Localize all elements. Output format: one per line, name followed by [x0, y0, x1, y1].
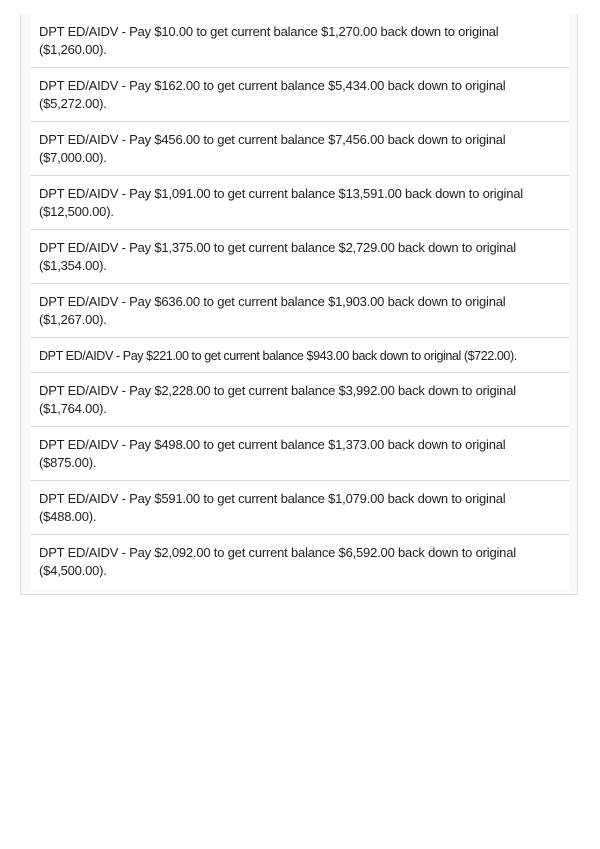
list-item-text: DPT ED/AIDV - Pay $221.00 to get current balance $943.00 back down to original ($722.00).: [39, 349, 517, 363]
list-item-text: DPT ED/AIDV - Pay $591.00 to get current balance $1,079.00 back down to original ($488.00).: [39, 491, 506, 524]
list-item: [31, 122, 569, 176]
list-item-text: DPT ED/AIDV - Pay $498.00 to get current balance $1,373.00 back down to original ($875.00).: [39, 437, 506, 470]
list-item-text: DPT ED/AIDV - Pay $2,228.00 to get current balance $3,992.00 back down to original ($1,764.00).: [39, 383, 516, 416]
list-item-text: DPT ED/AIDV - Pay $456.00 to get current balance $7,456.00 back down to original ($7,000.00).: [39, 132, 506, 165]
list-item: [31, 338, 569, 373]
list-item: [31, 535, 569, 589]
list-item-text: DPT ED/AIDV - Pay $636.00 to get current balance $1,903.00 back down to original ($1,267.00).: [39, 294, 506, 327]
list-item: [31, 284, 569, 338]
balance-notes-panel: [20, 14, 578, 595]
list-item-text: DPT ED/AIDV - Pay $1,091.00 to get current balance $13,591.00 back down to original ($12,500.00).: [39, 186, 523, 219]
list-item-text: DPT ED/AIDV - Pay $10.00 to get current balance $1,270.00 back down to original ($1,260.00).: [39, 24, 499, 57]
balance-notes-list: [31, 14, 569, 589]
list-item: [31, 373, 569, 427]
list-item: [31, 427, 569, 481]
list-item: [31, 176, 569, 230]
list-item-text: DPT ED/AIDV - Pay $2,092.00 to get current balance $6,592.00 back down to original ($4,500.00).: [39, 545, 516, 578]
list-item-text: DPT ED/AIDV - Pay $162.00 to get current balance $5,434.00 back down to original ($5,272.00).: [39, 78, 506, 111]
list-item: [31, 230, 569, 284]
list-item: [31, 481, 569, 535]
list-item: [31, 68, 569, 122]
list-item: [31, 14, 569, 68]
list-item-text: DPT ED/AIDV - Pay $1,375.00 to get current balance $2,729.00 back down to original ($1,354.00).: [39, 240, 516, 273]
